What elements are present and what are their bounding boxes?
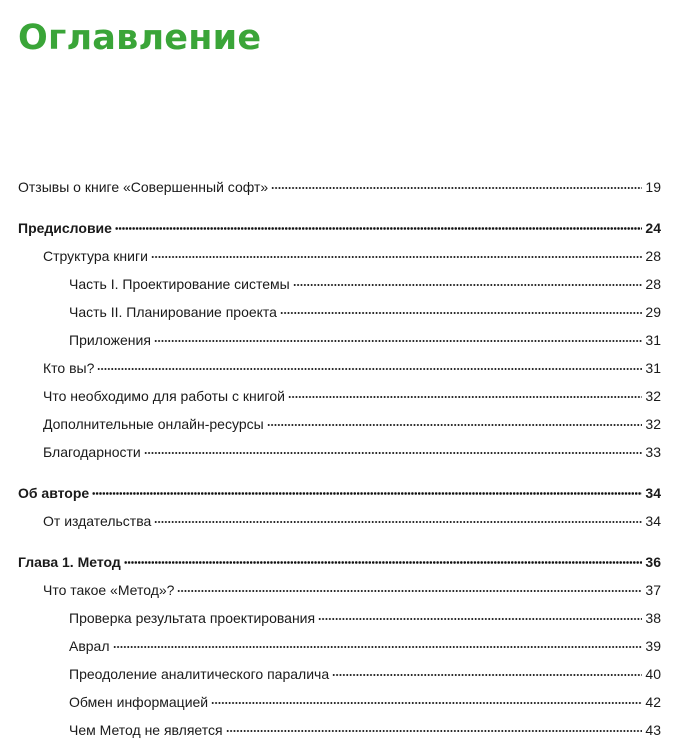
toc-entry-page: 31 [645, 332, 661, 348]
dot-leader [211, 702, 642, 704]
toc-entry-label: Часть I. Проектирование системы [69, 276, 290, 292]
dot-leader [332, 674, 642, 676]
toc-entry-page: 28 [645, 276, 661, 292]
dot-leader [151, 256, 643, 258]
toc-entry-requirements[interactable] [18, 382, 661, 410]
toc-entry-part-1[interactable] [18, 270, 661, 298]
toc-entry-label: Обмен информацией [69, 694, 209, 710]
toc-entry-preface[interactable] [18, 214, 661, 242]
toc-entry-page: 39 [645, 638, 661, 654]
toc-entry-page: 33 [645, 444, 661, 460]
dot-leader [177, 590, 642, 592]
toc-entry-rush[interactable] [18, 632, 661, 660]
toc-entry-label: Преодоление аналитического паралича [69, 666, 330, 682]
dot-leader [115, 227, 642, 230]
toc-entry-page: 37 [645, 582, 661, 598]
dot-leader [288, 396, 642, 398]
toc-entry-what-method-is-not[interactable] [18, 716, 661, 744]
toc-entry-online-resources[interactable] [18, 410, 661, 438]
toc-entry-part-2[interactable] [18, 298, 661, 326]
toc-entry-label: Предисловие [18, 220, 112, 236]
toc-entry-from-publisher[interactable] [18, 507, 661, 535]
toc-entry-who-are-you[interactable] [18, 354, 661, 382]
toc-entry-label: Об авторе [18, 485, 90, 501]
toc-entry-page: 34 [645, 485, 661, 501]
toc-entry-page: 40 [645, 666, 661, 682]
toc-entry-page: 34 [645, 513, 661, 529]
dot-leader [92, 492, 642, 495]
toc-entry-page: 31 [645, 360, 661, 376]
dot-leader [271, 187, 642, 189]
dot-leader [293, 284, 643, 286]
toc-entry-page: 42 [645, 694, 661, 710]
toc-entry-appendices[interactable] [18, 326, 661, 354]
toc-entry-page: 43 [645, 722, 661, 738]
dot-leader [97, 368, 642, 370]
toc-entry-label: Благодарности [43, 444, 141, 460]
toc-entry-what-is-method[interactable] [18, 576, 661, 604]
toc-entry-label: Аврал [69, 638, 110, 654]
toc-entry-label: Часть II. Планирование проекта [69, 304, 277, 320]
toc-entry-page: 24 [645, 220, 661, 236]
toc-entry-communication[interactable] [18, 688, 661, 716]
toc-entry-about-author[interactable] [18, 479, 661, 507]
toc-entry-label: Чем Метод не является [69, 722, 223, 738]
toc-entry-page: 19 [645, 179, 661, 195]
dot-leader [124, 561, 643, 564]
toc-entry-label: Структура книги [43, 248, 148, 264]
toc-entry-page: 32 [645, 416, 661, 432]
page-title: Оглавление [18, 18, 262, 58]
toc-entry-book-structure[interactable] [18, 242, 661, 270]
toc-entry-label: Что такое «Метод»? [43, 582, 175, 598]
toc-entry-page: 28 [645, 248, 661, 264]
toc-entry-label: Кто вы? [43, 360, 95, 376]
dot-leader [280, 312, 642, 314]
dot-leader [267, 424, 643, 426]
toc-entry-label: Глава 1. Метод [18, 554, 121, 570]
dot-leader [144, 452, 643, 454]
table-of-contents [18, 173, 661, 744]
toc-entry-label: Проверка результата проектирования [69, 610, 316, 626]
dot-leader [318, 618, 642, 620]
toc-entry-page: 36 [645, 554, 661, 570]
dot-leader [226, 730, 643, 732]
toc-entry-acknowledgements[interactable] [18, 438, 661, 466]
toc-entry-page: 29 [645, 304, 661, 320]
dot-leader [113, 646, 643, 648]
toc-entry-label: Что необходимо для работы с книгой [43, 388, 285, 404]
toc-entry-label: От издательства [43, 513, 152, 529]
toc-entry-label: Приложения [69, 332, 151, 348]
toc-entry-label: Дополнительные онлайн-ресурсы [43, 416, 264, 432]
toc-entry-chapter-1[interactable] [18, 548, 661, 576]
dot-leader [154, 521, 642, 523]
toc-entry-page: 38 [645, 610, 661, 626]
toc-entry-label: Отзывы о книге «Совершенный софт» [18, 179, 269, 195]
toc-entry-design-validation[interactable] [18, 604, 661, 632]
toc-entry-page: 32 [645, 388, 661, 404]
toc-entry-reviews[interactable] [18, 173, 661, 201]
dot-leader [154, 340, 643, 342]
toc-entry-analysis-paralysis[interactable] [18, 660, 661, 688]
